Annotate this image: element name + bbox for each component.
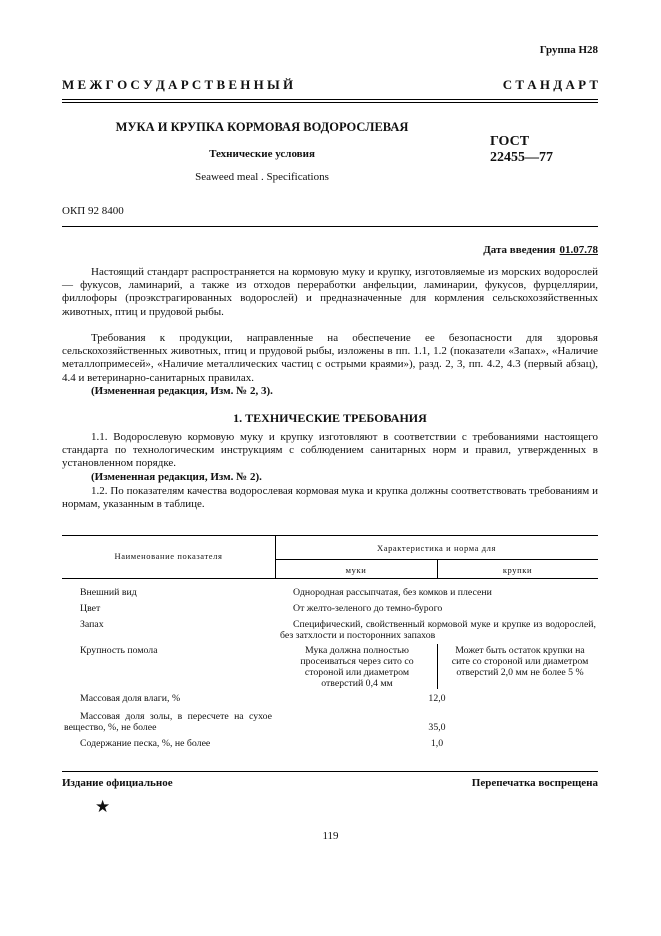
col-header-group: Характеристика и норма для [376,543,497,553]
paragraph-1-1-amendment: (Измененная редакция, Изм. № 2). [91,471,262,483]
section-title-technical: 1. ТЕХНИЧЕСКИЕ ТРЕБОВАНИЯ [233,411,427,425]
banner-rule-2 [62,102,598,103]
table-subcol-divider-grind [437,644,438,689]
row-name-sand: Содержание песка, %, не более [80,738,211,749]
okp-code: ОКП 92 8400 [62,205,124,217]
row-name-moisture: Массовая доля влаги, % [80,693,181,704]
table-header-bottom [62,578,598,579]
quality-table [62,535,598,753]
intro-date-value: 01.07.78 [559,244,598,256]
document-title: МУКА И КРУПКА КОРМОВАЯ ВОДОРОСЛЕВАЯ [115,120,409,134]
paragraph-safety: Требования к продукции, направленные на обеспечение ее безопасности для здоровья сельскохозяйственных животных, птиц и прудовой рыбы, изложены в пп. 1.1, 1.2 (показатели «Запах», «Наличие металлопримесей», «Наличие металлических частиц с острыми краями»), разд. 2, 3, пп. 4.2, 4.3 (первый абзац), 4.4 и ветеринарно-санитарных правилах. [62,332,598,384]
col-header-meal: муки [345,565,367,575]
row-value-appearance: Однородная рассыпчатая, без комков и плесени [293,587,492,598]
reprint-prohibited-label: Перепечатка воспрещена [471,777,598,789]
row-value-color: От желто-зеленого до темно-бурого [293,603,443,614]
row-value-grind-meal: Мука должна полностью просеиваться через сито со стороной или диаметром отверстий 0,4 мм [300,645,414,689]
row-value-sand: 1,0 [430,738,444,749]
row-value-ash: 35,0 [428,722,446,733]
col-header-name: Наименование показателя [114,551,223,561]
gost-label: ГОСТ [490,134,530,149]
col-header-grits: крупки [502,565,533,575]
english-title: Seaweed meal . Specifications [195,171,329,183]
row-name-color: Цвет [80,603,101,614]
gost-number: 22455—77 [490,150,553,165]
page-number: 119 [322,830,339,842]
banner-rule-1 [62,99,598,100]
document-subtitle: Технические условия [209,148,315,160]
group-code: Группа Н28 [539,44,598,56]
paragraph-scope: Настоящий стандарт распространяется на кормовую муку и крупку, изготовляемые из морских водорослей — фукусов, ламинарий, а также из отходов переработки анфельции, ламинарии, фукусов, фурцеллярии, филлофоры (проэкстрагированных водорослей) и предназначенные для кормления сельскохозяйственных животных, птиц и прудовой рыбы. [62,266,598,318]
paragraph-safety-amendment: (Измененная редакция, Изм. № 2, 3). [91,385,273,397]
gost-designation [490,134,570,166]
banner-word-standard: С Т А Н Д А Р Т [502,77,598,92]
intro-date-label: Дата введения [483,244,556,256]
row-value-moisture: 12,0 [428,693,446,704]
standard-banner [62,77,598,93]
row-value-smell: Специфический, свойственный кормовой муке и крупке из водорослей, без затхлости и посторонних запахов [280,619,596,641]
table-top-border [62,535,598,536]
paragraph-1-2: 1.2. По показателям качества водорослевая кормовая мука и крупка должны соответствовать требованиям и нормам, указанным в таблице. [62,485,598,511]
row-name-grind: Крупность помола [80,645,158,656]
header-rule [62,226,598,227]
official-edition-label: Издание официальное [62,777,173,789]
star-icon: ★ [95,797,111,816]
row-name-ash: Массовая доля золы, в пересчете на сухое вещество, %, не более [64,711,272,733]
footer-rule [62,771,598,772]
banner-word-interstate: М Е Ж Г О С У Д А Р С Т В Е Н Н Ы Й [62,77,294,92]
row-name-smell: Запах [80,619,104,630]
paragraph-1-1: 1.1. Водорослевую кормовую муку и крупку изготовляют в соответствии с требованиями настоящего стандарта по технологическим инструкциям с соблюдением санитарных норм и правил, утвержденных в установленном порядке. [62,431,598,470]
row-value-grind-grits: Может быть остаток крупки на сите со стороной или диаметром отверстий 2,0 мм не более 5 % [451,645,589,678]
intro-date [483,244,598,256]
row-name-appearance: Внешний вид [80,587,137,598]
